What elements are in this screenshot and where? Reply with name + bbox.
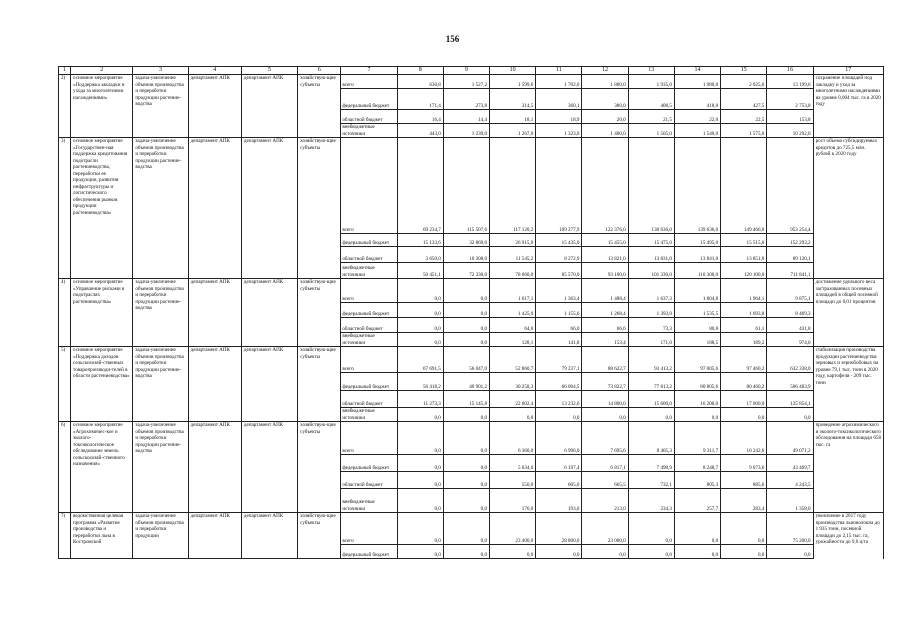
amount-cell: 15 495,0 [674,234,720,247]
amount-cell: 8 465,3 [628,422,674,455]
funding-source: всего [341,75,397,89]
measure-name: основное мероприятие «Управление рисками в подотраслях растениеводства» [71,279,133,347]
amount-cell: 66,0 [536,318,582,333]
amount-cell: 1 804,8 [674,279,720,303]
amount-cell: 8 272,9 [536,247,582,263]
amount-cell: 0,0 [490,408,536,422]
amount-cell: 1 505,0 [628,124,674,138]
amount-cell: 1 358,0 [767,489,813,513]
header-cell: 10 [490,67,536,75]
amount-cell: 2 025,0 [721,75,767,89]
amount-cell: 23 000,0 [582,513,628,545]
amount-cell: 0,0 [397,279,443,303]
amount-cell: 77 813,2 [628,373,674,391]
amount-cell: 1 540,0 [674,124,720,138]
amount-cell: 66 004,5 [536,373,582,391]
amount-cell: 2 753,8 [767,89,813,110]
amount-cell: 64,0 [490,318,536,333]
funding-source: федеральный бюджет [341,303,397,318]
amount-cell: 8 469,3 [767,303,813,318]
measure-name: основное мероприятие «Поддержка доходов сельскохозяй-ственных товаропроизводи-телей в области растениеводства» [71,347,133,422]
participants: хозяйствую-щие субъекты [298,347,341,422]
amount-cell: 0,0 [397,455,443,472]
amount-cell: 1 488,4 [582,279,628,303]
expected-result: увеличение в 2017 году производства льноволокна до 1 935 тонн, посевной площади до 2,15 тыс. га, урожайности до 9,0 ц/га [813,513,883,559]
amount-cell: 0,0 [397,472,443,489]
amount-cell: 78 660,0 [490,263,536,279]
amount-cell: 213,0 [582,489,628,513]
amount-cell: 15 133,6 [397,234,443,247]
amount-cell: 15 145,8 [443,391,489,408]
amount-cell: 1 393,0 [628,303,674,318]
amount-cell: 1 702,0 [536,75,582,89]
amount-cell: 0,0 [443,455,489,472]
amount-cell: 314,5 [490,89,536,110]
amount-cell: 122 376,0 [582,138,628,234]
funding-source: федеральный бюджет [341,545,397,559]
amount-cell: 1 637,3 [628,279,674,303]
item-number: 5) [59,347,71,422]
amount-cell: 1 617,1 [490,279,536,303]
participants: хозяйствую-щие субъекты [298,138,341,279]
amount-cell: 13 831,0 [628,247,674,263]
amount-cell: 974,0 [767,333,813,347]
amount-cell: 1 323,0 [536,124,582,138]
amount-cell: 66,6 [582,318,628,333]
amount-cell: 1 363,4 [536,279,582,303]
amount-cell: 1 535,5 [674,303,720,318]
amount-cell: 188,5 [674,333,720,347]
header-cell: 13 [628,67,674,75]
header-cell: 1 [59,67,71,75]
amount-cell: 171,0 [628,333,674,347]
page-number: 156 [445,34,460,44]
table-row [59,347,884,373]
amount-cell: 18,1 [490,110,536,124]
header-cell: 12 [582,67,628,75]
amount-cell: 139 636,0 [674,138,720,234]
amount-cell: 711 841,1 [767,263,813,279]
amount-cell: 1 425,0 [490,303,536,318]
amount-cell: 283,4 [721,489,767,513]
amount-cell: 125 854,1 [767,391,813,408]
amount-cell: 13 841,0 [674,247,720,263]
amount-cell: 117 120,2 [490,138,536,234]
amount-cell: 153,4 [582,333,628,347]
amount-cell: 73 822,7 [582,373,628,391]
amount-cell: 89 120,1 [767,247,813,263]
amount-cell: 1 575,0 [721,124,767,138]
amount-cell: 15 600,0 [628,391,674,408]
amount-cell: 0,0 [674,408,720,422]
amount-cell: 15 515,0 [721,234,767,247]
funding-source: всего [341,347,397,373]
amount-cell: 0,0 [721,545,767,559]
amount-cell: 18,9 [536,110,582,124]
amount-cell: 1 267,0 [490,124,536,138]
amount-cell: 14 800,0 [582,391,628,408]
amount-cell: 153,8 [767,110,813,124]
funding-source: внебюджетные источники [341,124,397,138]
amount-cell: 1 527,2 [443,75,489,89]
amount-cell: 665,5 [582,472,628,489]
amount-cell: 0,0 [443,303,489,318]
header-cell: 2 [71,67,133,75]
funding-source: областной бюджет [341,247,397,263]
amount-cell: 427,5 [721,89,767,110]
amount-cell: 10 292,0 [767,124,813,138]
header-row [59,67,884,75]
amount-cell: 0,0 [536,545,582,559]
amount-cell: 7 498,9 [628,455,674,472]
amount-cell: 6 197,4 [536,455,582,472]
header-cell: 4 [188,67,241,75]
amount-cell: 49 071,2 [767,422,813,455]
executor: департамент АПК [188,75,241,138]
amount-cell: 0,0 [721,408,767,422]
amount-cell: 23 400,0 [490,513,536,545]
amount-cell: 50 451,1 [397,263,443,279]
amount-cell: 0,0 [443,545,489,559]
amount-cell: 15 475,0 [628,234,674,247]
funding-source: федеральный бюджет [341,89,397,110]
amount-cell: 6 996,0 [536,422,582,455]
amount-cell: 418,0 [674,89,720,110]
amount-cell: 1 239,0 [443,124,489,138]
table-row [59,279,884,303]
header-cell: 9 [443,67,489,75]
amount-cell: 22,0 [674,110,720,124]
funding-source: всего [341,513,397,545]
amount-cell: 257,7 [674,489,720,513]
amount-cell: 110 300,0 [674,263,720,279]
measure-task: задача-увеличение объемов производства и переработки продукции [133,513,188,559]
amount-cell: 630,8 [397,75,443,89]
amount-cell: 885,6 [721,472,767,489]
amount-cell: 4 243,5 [767,472,813,489]
amount-cell: 8 248,7 [674,455,720,472]
amount-cell: 0,0 [397,545,443,559]
amount-cell: 141,8 [536,333,582,347]
amount-cell: 360,1 [536,89,582,110]
amount-cell: 605,0 [536,472,582,489]
funding-source: внебюджетные источники [341,489,397,513]
table-row [59,75,884,89]
expected-result: стабилизация производства продукции растениеводства: зерновых и зернобобовых на уровне 79,1 тыс. тонн в 2020 году, картофеля - 209 тыс. тонн [813,347,883,422]
amount-cell: 80,8 [674,318,720,333]
header-cell: 7 [341,67,397,75]
amount-cell: 115 507,6 [443,138,489,234]
amount-cell: 408,5 [628,89,674,110]
amount-cell: 234,3 [628,489,674,513]
funding-source: федеральный бюджет [341,455,397,472]
co-executor: департамент АПК [241,513,297,559]
table-row [59,513,884,545]
expected-result: проведение агрохимического и эколого-токсикологического обследования на площади 658 тыс. га [813,422,883,513]
funding-source: федеральный бюджет [341,373,397,391]
expected-result: рост объема субсидируемых кредитов до 725,5 млн. рублей к 2020 году [813,138,883,279]
amount-cell: 26 915,0 [490,234,536,247]
amount-cell: 56 047,0 [443,347,489,373]
executor: департамент АПК [188,513,241,559]
co-executor: департамент АПК [241,138,297,279]
amount-cell: 11 545,2 [490,247,536,263]
amount-cell: 13 199,6 [767,75,813,89]
amount-cell: 7 695,6 [582,422,628,455]
funding-source: областной бюджет [341,318,397,333]
item-number: 3) [59,138,71,279]
amount-cell: 15 455,0 [582,234,628,247]
amount-cell: 32 869,6 [443,234,489,247]
header-cell: 8 [397,67,443,75]
co-executor: департамент АПК [241,75,297,138]
funding-source: областной бюджет [341,110,397,124]
amount-cell: 0,0 [628,408,674,422]
amount-cell: 9 073,6 [721,455,767,472]
co-executor: департамент АПК [241,422,297,513]
amount-cell: 0,0 [443,408,489,422]
amount-cell: 193,6 [536,489,582,513]
measure-name: ведомственная целевая программа «Развитие производства и переработки льна в Костромской [71,513,133,559]
header-cell: 16 [767,67,813,75]
co-executor: департамент АПК [241,279,297,347]
amount-cell: 0,0 [397,318,443,333]
amount-cell: 97 460,2 [721,347,767,373]
amount-cell: 273,8 [443,89,489,110]
amount-cell: 431,8 [767,318,813,333]
amount-cell: 0,0 [721,513,767,545]
amount-cell: 73,3 [628,318,674,333]
amount-cell: 0,0 [674,545,720,559]
item-number: 6) [59,422,71,513]
amount-cell: 130 636,0 [628,138,674,234]
table-row [59,138,884,234]
header-cell: 17 [813,67,883,75]
executor: департамент АПК [188,138,241,279]
measure-task: задача-увеличение объемов производства и переработки продукции растение-водства [133,347,188,422]
header-cell: 15 [721,67,767,75]
amount-cell: 443,0 [397,124,443,138]
amount-cell: 120 100,0 [721,263,767,279]
amount-cell: 1 599,6 [490,75,536,89]
amount-cell: 28 800,0 [536,513,582,545]
executor: департамент АПК [188,347,241,422]
amount-cell: 61,1 [721,318,767,333]
amount-cell: 56 418,2 [397,373,443,391]
participants: хозяйствую-щие субъекты [298,513,341,559]
amount-cell: 20,0 [582,110,628,124]
amount-cell: 1 964,1 [721,279,767,303]
amount-cell: 6 360,0 [490,422,536,455]
amount-cell: 732,1 [628,472,674,489]
amount-cell: 16 200,0 [674,391,720,408]
measure-task: задача-увеличение объемов производства и переработки продукции растение-водства [133,422,188,513]
amount-cell: 80 460,2 [721,373,767,391]
measure-name: основное мероприятие «Агрохимичес-кое и эколого-токсикологическое обследование земель сельскохозяй-ственного назначения» [71,422,133,513]
amount-cell: 0,0 [443,513,489,545]
amount-cell: 0,0 [536,408,582,422]
amount-cell: 805,3 [674,472,720,489]
amount-cell: 0,0 [397,489,443,513]
item-number: 2) [59,75,71,138]
amount-cell: 1 155,6 [536,303,582,318]
amount-cell: 9 311,7 [674,422,720,455]
amount-cell: 13 232,6 [536,391,582,408]
expected-result: достижение удельного веса застрахованных посевных площадей в общей посевной площади до 0,01 процентов [813,279,883,347]
amount-cell: 0,0 [397,422,443,455]
item-number: 7) [59,513,71,559]
amount-cell: 43 469,7 [767,455,813,472]
amount-cell: 0,0 [397,333,443,347]
amount-cell: 1 800,0 [582,75,628,89]
funding-source: областной бюджет [341,391,397,408]
amount-cell: 0,0 [443,489,489,513]
amount-cell: 0,0 [767,545,813,559]
amount-cell: 13 821,0 [582,247,628,263]
amount-cell: 0,0 [628,513,674,545]
amount-cell: 0,0 [674,513,720,545]
measure-task: задача-увеличение объемов производства и переработки продукции растение-водства [133,279,188,347]
amount-cell: 69 234,7 [397,138,443,234]
amount-cell: 0,0 [767,408,813,422]
amount-cell: 15 435,0 [536,234,582,247]
measure-name: основное мероприятие «Государствен-ная поддержка кредитования подотрасли растениеводства, переработки ее продукции, развития инфраструктуры и логистического обеспечения рынков продукции растениеводства» [71,138,133,279]
expected-result: сохранение площадей под закладку и уход за многолетними насаждениями на уровне 0,004 тыс. га в 2020 году [813,75,883,138]
amount-cell: 176,0 [490,489,536,513]
co-executor: департамент АПК [241,347,297,422]
amount-cell: 0,0 [582,545,628,559]
amount-cell: 30 258,3 [490,373,536,391]
amount-cell: 79 237,1 [536,347,582,373]
executor: департамент АПК [188,279,241,347]
program-table [58,66,884,559]
amount-cell: 1 400,0 [582,124,628,138]
participants: хозяйствую-щие субъекты [298,422,341,513]
amount-cell: 0,0 [443,318,489,333]
amount-cell: 1 693,8 [721,303,767,318]
amount-cell: 16,4 [397,110,443,124]
amount-cell: 0,0 [443,333,489,347]
amount-cell: 632 338,0 [767,347,813,373]
funding-source: областной бюджет [341,472,397,489]
funding-source: всего [341,279,397,303]
funding-source: внебюджетные источники [341,333,397,347]
header-cell: 6 [298,67,341,75]
measure-task: задача-увеличение объемов производства и переработки продукции растение-водства [133,138,188,279]
amount-cell: 9 875,1 [767,279,813,303]
amount-cell: 75 200,0 [767,513,813,545]
amount-cell: 128,1 [490,333,536,347]
amount-cell: 1 268,4 [582,303,628,318]
amount-cell: 149 466,0 [721,138,767,234]
amount-cell: 101 330,0 [628,263,674,279]
amount-cell: 953 254,4 [767,138,813,234]
amount-cell: 0,0 [443,422,489,455]
amount-cell: 152 293,2 [767,234,813,247]
item-number: 4) [59,279,71,347]
amount-cell: 0,0 [397,303,443,318]
measure-name: основное мероприятие «Поддержка закладки и ухода за многолетними насаждениями» [71,75,133,138]
measure-task: задача-увеличение объемов производства и переработки продукции растение-водства [133,75,188,138]
amount-cell: 72 330,0 [443,263,489,279]
amount-cell: 171,4 [397,89,443,110]
executor: департамент АПК [188,422,241,513]
header-cell: 5 [241,67,297,75]
amount-cell: 550,0 [490,472,536,489]
amount-cell: 0,0 [628,545,674,559]
funding-source: всего [341,422,397,455]
funding-source: всего [341,138,397,234]
amount-cell: 0,0 [443,472,489,489]
amount-cell: 10 242,6 [721,422,767,455]
amount-cell: 85 570,0 [536,263,582,279]
amount-cell: 93 100,0 [582,263,628,279]
amount-cell: 189,2 [721,333,767,347]
amount-cell: 0,0 [397,513,443,545]
amount-cell: 17 000,0 [721,391,767,408]
amount-cell: 5 634,0 [490,455,536,472]
amount-cell: 380,0 [582,89,628,110]
amount-cell: 80 805,6 [674,373,720,391]
amount-cell: 6 817,1 [582,455,628,472]
amount-cell: 1 980,0 [674,75,720,89]
amount-cell: 67 691,5 [397,347,443,373]
amount-cell: 11 273,3 [397,391,443,408]
amount-cell: 506 483,9 [767,373,813,391]
amount-cell: 3 650,0 [397,247,443,263]
amount-cell: 14,4 [443,110,489,124]
header-cell: 3 [133,67,188,75]
participants: хозяйствую-щие субъекты [298,75,341,138]
header-cell: 14 [674,67,720,75]
amount-cell: 109 277,9 [536,138,582,234]
amount-cell: 0,0 [490,545,536,559]
amount-cell: 22,5 [721,110,767,124]
table-row [59,422,884,455]
amount-cell: 21,5 [628,110,674,124]
participants: хозяйствую-щие субъекты [298,279,341,347]
amount-cell: 13 851,0 [721,247,767,263]
amount-cell: 0,0 [397,408,443,422]
amount-cell: 22 602,4 [490,391,536,408]
amount-cell: 52 860,7 [490,347,536,373]
amount-cell: 10 308,0 [443,247,489,263]
amount-cell: 40 901,2 [443,373,489,391]
amount-cell: 1 935,0 [628,75,674,89]
amount-cell: 88 622,7 [582,347,628,373]
header-cell: 11 [536,67,582,75]
funding-source: внебюджетные источники [341,263,397,279]
amount-cell: 97 005,6 [674,347,720,373]
amount-cell: 0,0 [443,279,489,303]
funding-source: внебюджетные источники [341,408,397,422]
funding-source: федеральный бюджет [341,234,397,247]
amount-cell: 93 413,2 [628,347,674,373]
amount-cell: 0,0 [582,408,628,422]
